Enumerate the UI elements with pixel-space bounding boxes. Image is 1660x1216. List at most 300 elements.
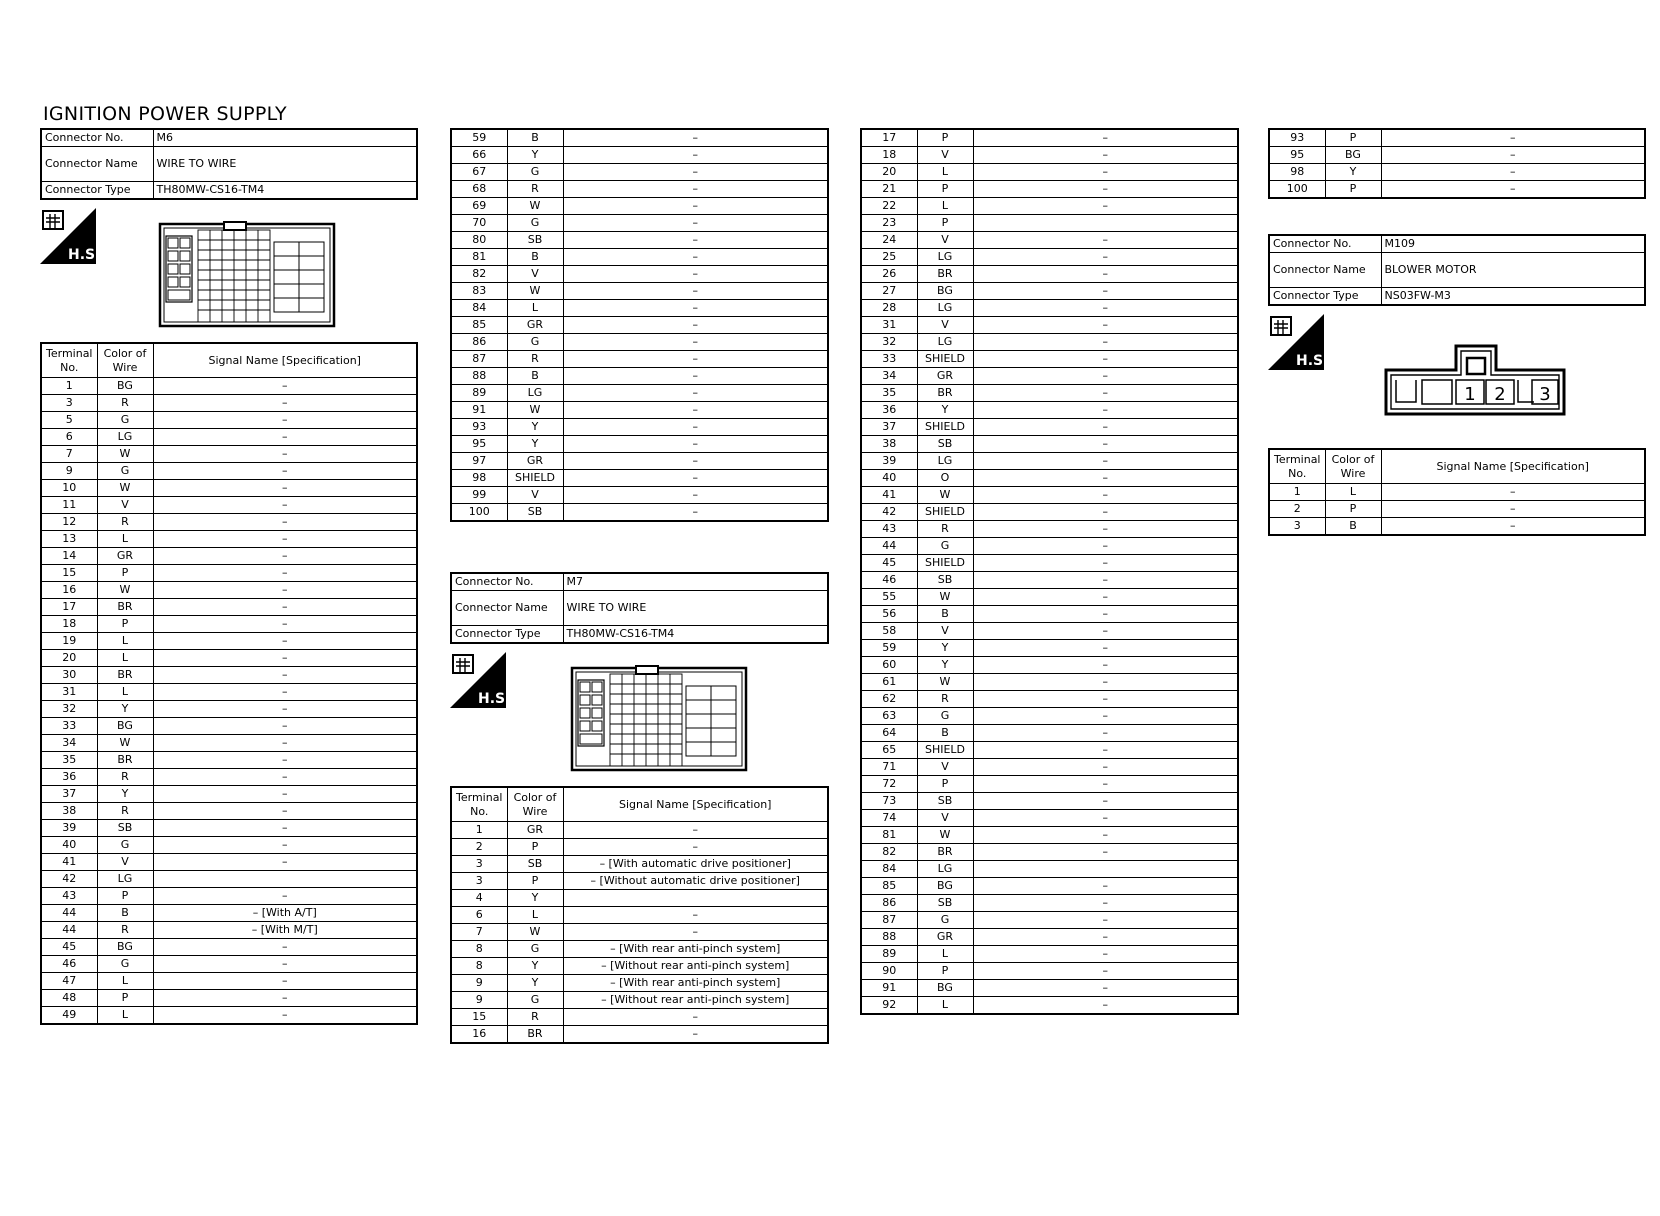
- terminal-no-header: Terminal No.: [451, 787, 507, 822]
- signal-name-cell: –: [563, 129, 828, 147]
- terminal-no-cell: 9: [451, 992, 507, 1009]
- signal-name-cell: –: [153, 446, 417, 463]
- wire-color-cell: SB: [507, 232, 563, 249]
- signal-name-cell: –: [973, 963, 1238, 980]
- terminal-no-cell: 9: [451, 975, 507, 992]
- signal-name-cell: –: [973, 300, 1238, 317]
- wire-color-cell: LG: [97, 429, 153, 446]
- terminal-no-cell: 44: [41, 922, 97, 939]
- pin-3-label: 3: [1539, 384, 1551, 405]
- terminal-no-cell: 43: [861, 521, 917, 538]
- signal-name-cell: –: [153, 701, 417, 718]
- terminal-no-cell: 98: [451, 470, 507, 487]
- signal-name-cell: – [With M/T]: [153, 922, 417, 939]
- signal-name-cell: –: [153, 497, 417, 514]
- wire-color-cell: R: [507, 1009, 563, 1026]
- wire-color-cell: P: [917, 181, 973, 198]
- wire-color-cell: W: [917, 487, 973, 504]
- table-row: [41, 599, 417, 616]
- table-row: [41, 769, 417, 786]
- terminal-no-cell: 95: [1269, 147, 1325, 164]
- signal-name-cell: –: [973, 657, 1238, 674]
- wire-color-cell: Y: [97, 701, 153, 718]
- terminal-no-cell: 88: [451, 368, 507, 385]
- signal-name-cell: –: [153, 480, 417, 497]
- wire-color-cell: Y: [507, 436, 563, 453]
- table-row: [41, 378, 417, 395]
- terminal-no-cell: 85: [451, 317, 507, 334]
- table-row: [1269, 147, 1645, 164]
- wire-color-cell: V: [507, 266, 563, 283]
- signal-name-cell: –: [973, 606, 1238, 623]
- table-row: [861, 708, 1238, 725]
- signal-name-cell: –: [563, 402, 828, 419]
- table-row: [451, 215, 828, 232]
- wire-color-cell: P: [1325, 501, 1381, 518]
- terminal-no-cell: 36: [41, 769, 97, 786]
- table-row: [41, 973, 417, 990]
- wire-color-cell: W: [507, 924, 563, 941]
- terminal-no-cell: 93: [451, 419, 507, 436]
- signal-name-cell: –: [153, 888, 417, 905]
- signal-name-cell: – [Without automatic drive positioner]: [563, 873, 828, 890]
- signal-name-cell: –: [563, 368, 828, 385]
- terminal-no-cell: 3: [451, 856, 507, 873]
- signal-name-cell: –: [973, 453, 1238, 470]
- signal-name-cell: –: [973, 810, 1238, 827]
- terminal-no-cell: 24: [861, 232, 917, 249]
- signal-name-cell: –: [973, 776, 1238, 793]
- wire-color-cell: L: [97, 633, 153, 650]
- wire-color-cell: L: [917, 198, 973, 215]
- table-row: [451, 873, 828, 890]
- terminal-no-cell: 84: [861, 861, 917, 878]
- table-row: [861, 623, 1238, 640]
- wire-color-cell: V: [917, 810, 973, 827]
- table-row: [861, 232, 1238, 249]
- signal-name-cell: –: [153, 854, 417, 871]
- column-4-wire-table: [1268, 448, 1646, 536]
- hs-label: H.S.: [478, 691, 511, 707]
- signal-name-cell: [973, 215, 1238, 232]
- terminal-no-cell: 70: [451, 215, 507, 232]
- terminal-no-header: Terminal No.: [1269, 449, 1325, 484]
- hs-label: H.S.: [1296, 353, 1329, 369]
- terminal-no-cell: 60: [861, 657, 917, 674]
- terminal-no-cell: 67: [451, 164, 507, 181]
- wire-color-cell: G: [917, 912, 973, 929]
- terminal-no-cell: 68: [451, 181, 507, 198]
- terminal-no-cell: 7: [451, 924, 507, 941]
- terminal-no-cell: 34: [861, 368, 917, 385]
- table-row: [861, 351, 1238, 368]
- connector-m109-info: [1268, 234, 1646, 306]
- signal-name-cell: –: [973, 232, 1238, 249]
- terminal-no-cell: 88: [861, 929, 917, 946]
- table-row: [41, 752, 417, 769]
- table-row: [861, 334, 1238, 351]
- table-row: [861, 895, 1238, 912]
- signal-name-cell: –: [1381, 129, 1645, 147]
- wire-color-cell: P: [1325, 129, 1381, 147]
- signal-name-cell: –: [973, 555, 1238, 572]
- wire-color-cell: Y: [507, 958, 563, 975]
- table-row: [1269, 164, 1645, 181]
- signal-name-cell: –: [563, 470, 828, 487]
- terminal-no-cell: 30: [41, 667, 97, 684]
- terminal-no-cell: 41: [41, 854, 97, 871]
- signal-name-cell: –: [973, 827, 1238, 844]
- terminal-no-cell: 10: [41, 480, 97, 497]
- table-row: [861, 147, 1238, 164]
- connector-no-label: Connector No.: [1269, 235, 1381, 253]
- terminal-no-cell: 97: [451, 453, 507, 470]
- table-row: [451, 300, 828, 317]
- terminal-no-cell: 46: [861, 572, 917, 589]
- wire-color-cell: B: [507, 249, 563, 266]
- harness-side-icon: [450, 652, 511, 708]
- table-row: [41, 395, 417, 412]
- table-row: [41, 956, 417, 973]
- wire-color-cell: G: [507, 992, 563, 1009]
- terminal-no-cell: 23: [861, 215, 917, 232]
- signal-name-cell: –: [973, 980, 1238, 997]
- wire-color-cell: BR: [507, 1026, 563, 1044]
- signal-name-cell: –: [153, 684, 417, 701]
- terminal-no-cell: 21: [861, 181, 917, 198]
- signal-name-cell: –: [563, 419, 828, 436]
- wire-color-cell: G: [917, 708, 973, 725]
- signal-name-cell: –: [1381, 147, 1645, 164]
- terminal-no-cell: 65: [861, 742, 917, 759]
- terminal-no-cell: 38: [41, 803, 97, 820]
- signal-name-cell: –: [153, 837, 417, 854]
- terminal-no-cell: 7: [41, 446, 97, 463]
- table-row: [861, 538, 1238, 555]
- terminal-no-cell: 85: [861, 878, 917, 895]
- wire-color-cell: P: [917, 129, 973, 147]
- wire-color-cell: G: [507, 941, 563, 958]
- table-row: [861, 453, 1238, 470]
- table-row: [861, 861, 1238, 878]
- connector-name-value: WIRE TO WIRE: [153, 147, 417, 182]
- wire-color-cell: W: [507, 283, 563, 300]
- wire-color-cell: B: [507, 129, 563, 147]
- terminal-no-cell: 17: [861, 129, 917, 147]
- signal-name-cell: [973, 861, 1238, 878]
- table-row: [451, 504, 828, 522]
- signal-name-cell: – [Without rear anti-pinch system]: [563, 958, 828, 975]
- table-row: [861, 385, 1238, 402]
- wire-color-cell: GR: [917, 368, 973, 385]
- table-row: [451, 266, 828, 283]
- table-row: [41, 735, 417, 752]
- m6-wire-table: [40, 342, 418, 1025]
- table-row: [451, 368, 828, 385]
- table-row: [451, 351, 828, 368]
- signal-name-cell: –: [973, 266, 1238, 283]
- wire-color-cell: BG: [97, 378, 153, 395]
- wire-color-cell: SB: [507, 504, 563, 522]
- connector-name-value: BLOWER MOTOR: [1381, 253, 1645, 288]
- signal-name-cell: –: [973, 334, 1238, 351]
- table-row: [861, 504, 1238, 521]
- wire-color-cell: W: [97, 480, 153, 497]
- table-row: [41, 480, 417, 497]
- terminal-no-cell: 47: [41, 973, 97, 990]
- signal-name-cell: –: [563, 385, 828, 402]
- table-row: [861, 164, 1238, 181]
- terminal-no-cell: 43: [41, 888, 97, 905]
- terminal-no-cell: 66: [451, 147, 507, 164]
- table-row: [861, 946, 1238, 963]
- table-row: [1269, 518, 1645, 536]
- terminal-no-cell: 48: [41, 990, 97, 1007]
- wire-color-cell: P: [507, 839, 563, 856]
- wire-color-cell: W: [917, 674, 973, 691]
- table-row: [861, 980, 1238, 997]
- table-row: [861, 657, 1238, 674]
- wire-color-cell: V: [97, 854, 153, 871]
- wire-color-cell: SHIELD: [917, 555, 973, 572]
- terminal-no-cell: 46: [41, 956, 97, 973]
- terminal-no-cell: 82: [861, 844, 917, 861]
- connector-name-label: Connector Name: [1269, 253, 1381, 288]
- column-1: [40, 128, 418, 200]
- wire-color-cell: SB: [917, 895, 973, 912]
- signal-name-cell: –: [563, 1009, 828, 1026]
- signal-name-cell: –: [973, 793, 1238, 810]
- wire-color-cell: V: [917, 623, 973, 640]
- connector-type-value: TH80MW-CS16-TM4: [563, 626, 828, 644]
- wire-color-cell: P: [1325, 181, 1381, 199]
- signal-name-cell: –: [973, 402, 1238, 419]
- wire-color-cell: SHIELD: [917, 351, 973, 368]
- signal-name-cell: –: [973, 572, 1238, 589]
- signal-name-cell: –: [973, 895, 1238, 912]
- signal-name-cell: –: [153, 752, 417, 769]
- table-row: [41, 837, 417, 854]
- wire-color-cell: L: [1325, 484, 1381, 501]
- table-row: [861, 521, 1238, 538]
- table-row: [41, 701, 417, 718]
- signal-name-cell: –: [153, 939, 417, 956]
- terminal-no-cell: 3: [41, 395, 97, 412]
- table-row: [41, 582, 417, 599]
- table-row: [41, 497, 417, 514]
- wire-color-cell: LG: [917, 453, 973, 470]
- wire-color-cell: L: [97, 531, 153, 548]
- signal-name-cell: –: [153, 650, 417, 667]
- table-row: [41, 667, 417, 684]
- wire-color-cell: G: [97, 956, 153, 973]
- connector-m6-face-diagram: [158, 222, 336, 328]
- wire-color-cell: R: [97, 803, 153, 820]
- wire-color-cell: R: [97, 922, 153, 939]
- m7-wire-table: [450, 786, 829, 1044]
- wire-color-cell: R: [97, 769, 153, 786]
- signal-name-cell: –: [563, 283, 828, 300]
- signal-name-cell: –: [563, 300, 828, 317]
- terminal-no-cell: 45: [861, 555, 917, 572]
- table-row: [861, 249, 1238, 266]
- terminal-no-cell: 16: [451, 1026, 507, 1044]
- connector-no-value: M6: [153, 129, 417, 147]
- signal-name-cell: –: [973, 198, 1238, 215]
- connector-type-label: Connector Type: [1269, 288, 1381, 306]
- terminal-no-cell: 26: [861, 266, 917, 283]
- terminal-no-cell: 91: [451, 402, 507, 419]
- signal-name-header: Signal Name [Specification]: [563, 787, 828, 822]
- column-2: [450, 128, 829, 522]
- wire-color-cell: SB: [97, 820, 153, 837]
- connector-name-label: Connector Name: [41, 147, 153, 182]
- color-of-wire-header: Color of Wire: [1325, 449, 1381, 484]
- terminal-no-cell: 16: [41, 582, 97, 599]
- signal-name-cell: –: [973, 759, 1238, 776]
- terminal-no-cell: 5: [41, 412, 97, 429]
- wire-color-cell: B: [917, 606, 973, 623]
- table-row: [41, 633, 417, 650]
- harness-side-icon: [40, 208, 101, 264]
- table-row: [861, 487, 1238, 504]
- signal-name-cell: –: [563, 249, 828, 266]
- table-row: [41, 854, 417, 871]
- table-row: [41, 429, 417, 446]
- table-row: [861, 929, 1238, 946]
- signal-name-cell: –: [153, 395, 417, 412]
- table-row: [451, 436, 828, 453]
- terminal-no-cell: 98: [1269, 164, 1325, 181]
- table-row: [41, 871, 417, 888]
- terminal-no-cell: 14: [41, 548, 97, 565]
- color-of-wire-header: Color of Wire: [97, 343, 153, 378]
- terminal-no-cell: 83: [451, 283, 507, 300]
- wire-color-cell: Y: [1325, 164, 1381, 181]
- signal-name-cell: –: [1381, 518, 1645, 536]
- signal-name-cell: –: [153, 514, 417, 531]
- table-row: [861, 181, 1238, 198]
- table-row: [861, 402, 1238, 419]
- table-row: [451, 317, 828, 334]
- wire-color-cell: L: [507, 300, 563, 317]
- terminal-no-cell: 13: [41, 531, 97, 548]
- signal-name-cell: –: [153, 378, 417, 395]
- signal-name-cell: –: [973, 351, 1238, 368]
- wire-color-cell: BG: [917, 283, 973, 300]
- signal-name-cell: –: [153, 565, 417, 582]
- wire-color-cell: BR: [917, 844, 973, 861]
- wire-color-cell: GR: [917, 929, 973, 946]
- signal-name-cell: –: [973, 487, 1238, 504]
- terminal-no-cell: 19: [41, 633, 97, 650]
- signal-name-cell: –: [973, 317, 1238, 334]
- signal-name-cell: –: [563, 453, 828, 470]
- connector-no-value: M109: [1381, 235, 1645, 253]
- wire-color-cell: W: [917, 589, 973, 606]
- table-row: [451, 164, 828, 181]
- terminal-no-cell: 82: [451, 266, 507, 283]
- terminal-no-cell: 32: [861, 334, 917, 351]
- signal-name-cell: –: [153, 718, 417, 735]
- table-row: [41, 786, 417, 803]
- table-row: [861, 827, 1238, 844]
- table-row: [861, 589, 1238, 606]
- signal-name-cell: –: [153, 633, 417, 650]
- terminal-no-cell: 1: [41, 378, 97, 395]
- wire-color-cell: R: [507, 181, 563, 198]
- table-row: [451, 232, 828, 249]
- signal-name-cell: –: [563, 487, 828, 504]
- connector-m7-face-diagram: [570, 666, 748, 772]
- connector-type-label: Connector Type: [451, 626, 563, 644]
- table-row: [451, 470, 828, 487]
- table-row: [41, 565, 417, 582]
- signal-name-cell: –: [1381, 181, 1645, 199]
- table-row: [451, 822, 828, 839]
- terminal-no-cell: 62: [861, 691, 917, 708]
- table-row: [451, 453, 828, 470]
- wire-color-cell: LG: [507, 385, 563, 402]
- table-row: [451, 129, 828, 147]
- signal-name-cell: –: [973, 912, 1238, 929]
- wire-color-cell: L: [97, 1007, 153, 1025]
- wire-color-cell: SB: [507, 856, 563, 873]
- table-row: [451, 890, 828, 907]
- wire-color-cell: Y: [507, 890, 563, 907]
- terminal-no-cell: 8: [451, 941, 507, 958]
- signal-name-cell: –: [563, 839, 828, 856]
- table-row: [861, 725, 1238, 742]
- terminal-no-header: Terminal No.: [41, 343, 97, 378]
- signal-name-cell: –: [563, 266, 828, 283]
- table-row: [861, 742, 1238, 759]
- wire-color-cell: V: [97, 497, 153, 514]
- terminal-no-cell: 84: [451, 300, 507, 317]
- wire-color-cell: SHIELD: [507, 470, 563, 487]
- wire-color-cell: P: [917, 963, 973, 980]
- pin-1-label: 1: [1464, 384, 1476, 405]
- column-4-m109-info-wrap: [1268, 234, 1646, 306]
- wire-color-cell: SHIELD: [917, 419, 973, 436]
- wire-color-cell: V: [917, 232, 973, 249]
- table-row: [451, 958, 828, 975]
- terminal-no-cell: 44: [861, 538, 917, 555]
- connector-name-value: WIRE TO WIRE: [563, 591, 828, 626]
- table-row: [861, 215, 1238, 232]
- terminal-no-cell: 2: [451, 839, 507, 856]
- column-1-wire-table: [40, 342, 418, 1025]
- terminal-no-cell: 12: [41, 514, 97, 531]
- wire-color-cell: P: [97, 990, 153, 1007]
- signal-name-cell: –: [973, 946, 1238, 963]
- terminal-no-cell: 22: [861, 198, 917, 215]
- signal-name-cell: –: [563, 147, 828, 164]
- wire-color-cell: P: [507, 873, 563, 890]
- signal-name-cell: –: [153, 667, 417, 684]
- wire-color-cell: Y: [97, 786, 153, 803]
- table-row: [861, 419, 1238, 436]
- color-of-wire-header: Color of Wire: [507, 787, 563, 822]
- table-row: [41, 548, 417, 565]
- terminal-no-cell: 36: [861, 402, 917, 419]
- wire-color-cell: BG: [97, 939, 153, 956]
- terminal-no-cell: 3: [1269, 518, 1325, 536]
- table-row: [861, 129, 1238, 147]
- wire-color-cell: R: [917, 691, 973, 708]
- table-row: [1269, 484, 1645, 501]
- terminal-no-cell: 40: [861, 470, 917, 487]
